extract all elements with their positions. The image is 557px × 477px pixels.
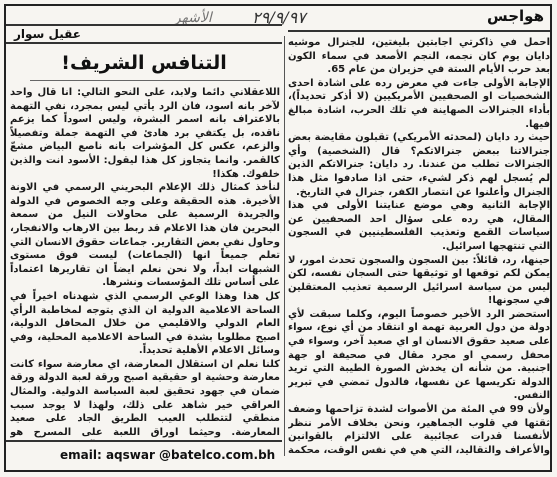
paragraph: لنأخذ كمثال ذلك الإعلام البحريني الرسمي في الاونة الأخيرة. هذه الحقيقة وعلى وجه الخصوص في الدولة والجريدة الرسمية على محاولات النيل من سمعة البحرين فان هذا الاعلام قد ربط بين الارهاب والانفجار، وحاول نفي بعض التقارير. جماعات حقوق الانسان التي تعلم جميعاً انها (الجماعات) ليست فوق مستوى الشبهات ابداً، ولا نحن نعلم ايضاً ان تقاريرها اعتماداً على أساس تلك المؤسسات ونشرها. <box>10 182 280 289</box>
left-text-column <box>10 86 280 440</box>
handwritten-date: ٢٩/٩/٩٧ <box>252 8 306 27</box>
paragraph: استحضر الرد الأخير خصوصاً اليوم، وكلما سبقت لأي دولة من دول العربية تهمة او انتقاد من أي نوع، سواء على صعيد حقوق الانسان او اي صعيد آخر، وسواء في محفل رسمي او مجرد مقال في صحيفة او جهة اجنبية. من شأنه ان يخدش الصورة الطيبة التي تريد الدولة تكريسها عن نفسها، فالدول تمضي في تبرير النفس. <box>288 308 550 402</box>
author-name: عقيل سوار <box>14 27 81 41</box>
paragraph: الإجابة الأولى جاءت في معرض رده على اشادة احدى الشخصيات او الصحفيين الأمريكيين (لا أذكر تحديداً)، بأداء الجنرالات الصهاينة في تلك الحرب، اشادة مبالغ فيها. <box>288 77 550 130</box>
section-title: هواجس <box>487 7 544 25</box>
handwritten-stamp-word: الأشهر <box>174 10 212 26</box>
column-footer <box>6 440 282 468</box>
paragraph: اللاعقلاني دائما ولابد، على النحو التالي: انا قال واحد لآخر بانه اسود، فان الرد يأتي ليس بمجرد، نفي التهمة بالاعتراف بانه اسمر البشرة، وليس اسوداً كما يزعم ناقده، بل يكتفي برد هادئ في التهمة جملة وتفصيلاً والزعم، عكس كل المؤشرات بانه ناصع البياض مشعّ كالقمر. وانما يتجاوز كل هذا ليقول: الأسود انت والذين خلفوك. هكذا! <box>10 87 280 180</box>
author-bar <box>6 24 282 44</box>
article-headline: التنافس الشريف! <box>61 52 227 74</box>
paragraph: كل هذا وهذا الوعي الرسمي الذي شهدناه اخيراً في الساحة الاعلامية الدولية ان الذي يتوجه لمخاطبة الرأي العام الدولي والاقليمي من خلال المحافل الدولية، اصبح مطلوبا بشدة في الساحة الاعلامية المحلية، وفي وسائل الاعلام الأهلية تحديداً. <box>10 290 280 357</box>
paragraph: حيث رد دايان (لمحدثه الأمريكي) تقبلون مقايضة بعض جنرالاتنا ببعض جنرالاتكم؟ قال (الشخصية) وأي الجنرالات تطلب من عندنا. رد دايان: جنرالاتكم الذين لم يُسجل لهم ذكر لشيء، حتى اذا صادفوا مثل هذا الجنرال وأعلنوا عن انتصار الكفر، جنرال في التاريخ. <box>288 132 550 198</box>
author-email: email: aqswar @batelco.com.bh <box>60 448 276 462</box>
paragraph: كلنا نعلم ان استقلال المعارضة، اي معارضة سواء كانت معارضة وحشية او حقيقية اصبح ورقة لعبة الدولة ورقة ضمان في جهود تحقيق لعبة السياسة الدولية. والمثال العراقي خير شاهد على ذلك، ولهذا لا يوجد سبب منطقي لتتطلب العيب الطريق الجاد على صعيد المعارضة. وحيثما اوراق اللعبة على المسرح هو <box>10 358 280 438</box>
paragraph: ولأن 99 في المئة من الأصوات لشدة تزاحمها وضعف ثقتها في قلوب الجماهير، ونحن بخلاف الأمر ننظر لأنفسنا قدرات عجائبية على الالتزام بالقوانين والأعراف والتقاليد، التي هي في نفس الوقت، محكمة <box>288 404 550 456</box>
headline-rule <box>30 80 260 81</box>
column-divider <box>284 36 285 456</box>
paragraph: حينها، رد، قائلاً: بين السجون والسجون تحدث امور، لا يمكن لكم توقعها او توثيقها حتى السجان نفسه، لكن ليس من سياسة اسرائيل الرسمية تعذيب المعتقلين في سجونها! <box>288 254 550 307</box>
paragraph: الإجابة الثانية وهي موضع عنايتنا الأولى في هذا المقال، هي رده على سؤال احد الصحفيين عن سياسات القمع وتعذيب الفلسطينيين في السجون التي تنتهجها اسرائيل. <box>288 200 550 252</box>
paragraph: احمل في ذاكرتي اجابتين بليغتين، للجنرال موشيه دايان يوم كان نجمه، النجم الأصعد في سماء الكون بعد حرب الأيام الستة في حزيران من عام 65. <box>288 37 550 76</box>
header-rule <box>288 30 550 32</box>
right-text-column <box>288 36 550 458</box>
